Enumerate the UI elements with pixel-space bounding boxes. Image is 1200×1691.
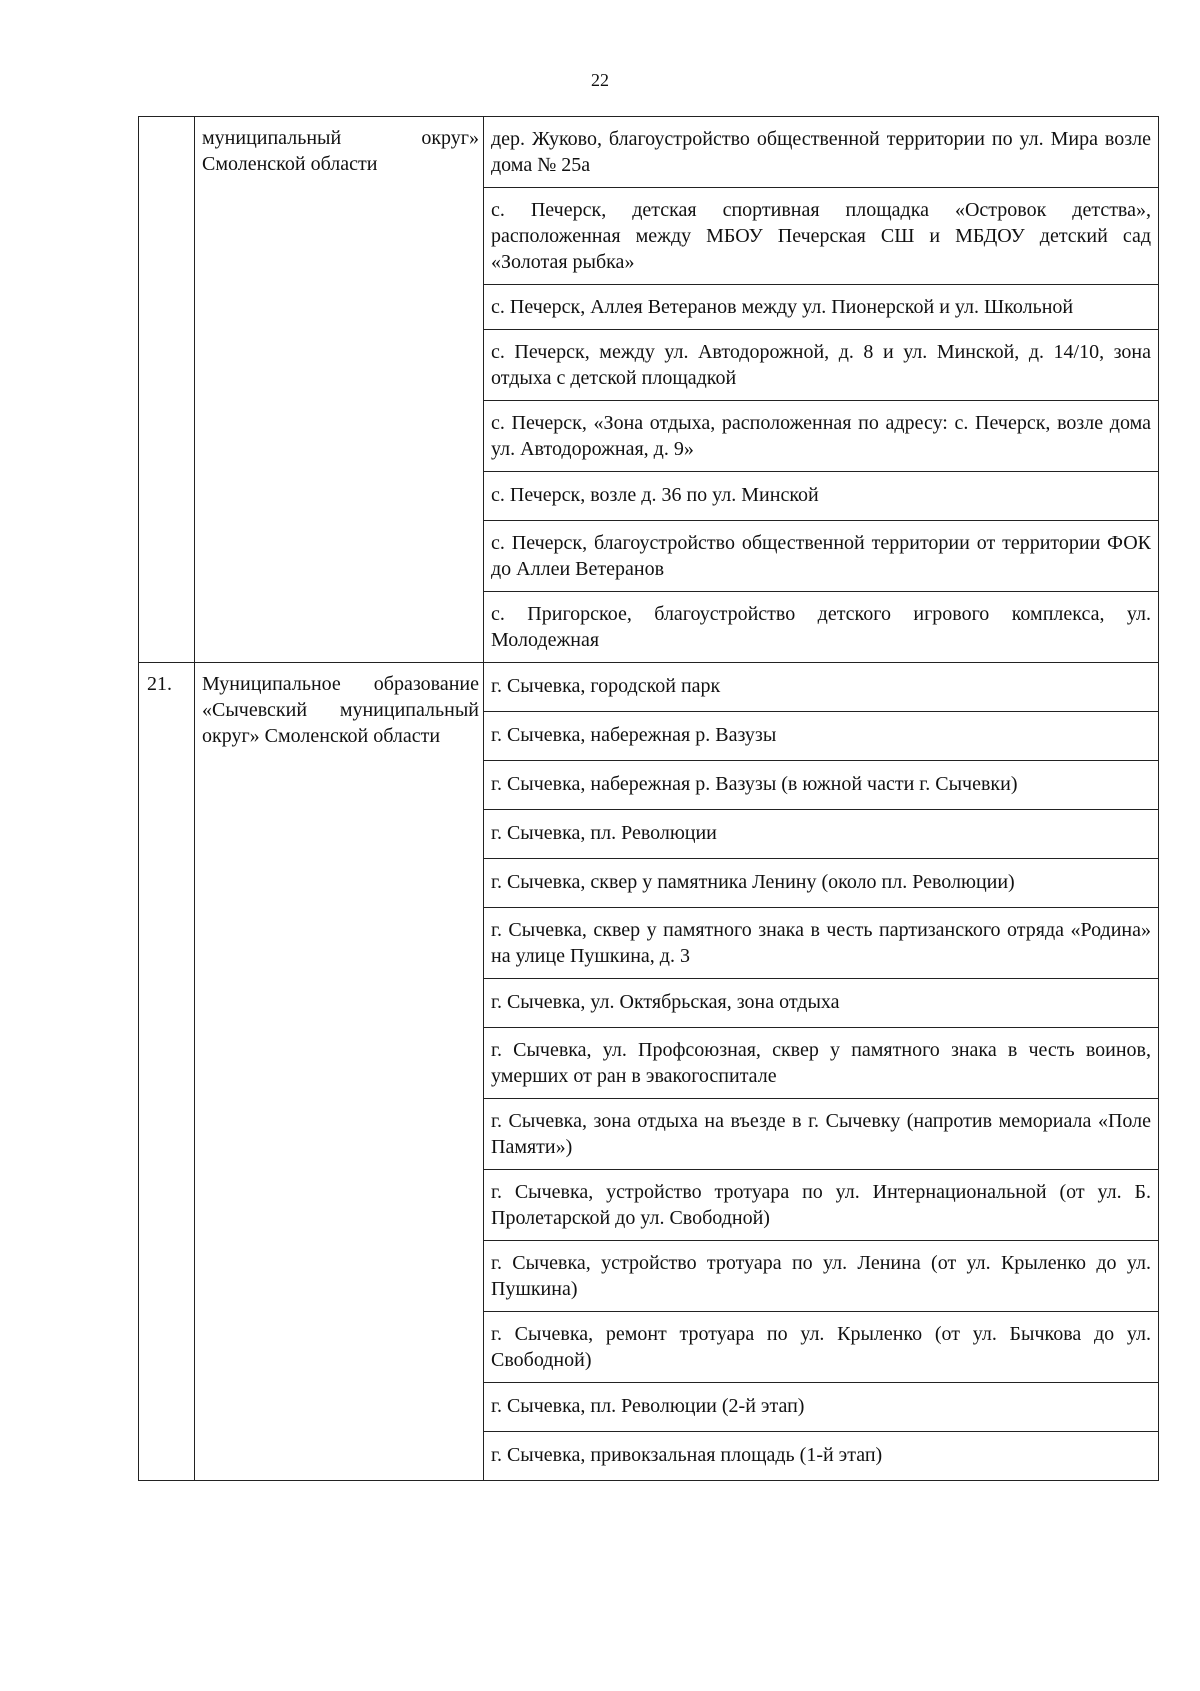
object-cell: г. Сычевка, ремонт тротуара по ул. Крыленко (от ул. Бычкова до ул. Свободной) [484,1312,1159,1383]
object-cell: дер. Жуково, благоустройство общественной территории по ул. Мира возле дома № 25а [484,117,1159,188]
municipality-cell: Муниципальное образование «Сычевский муниципальный округ» Смоленской области [195,663,484,1481]
object-cell: г. Сычевка, пл. Революции [484,810,1159,859]
object-cell: г. Сычевка, устройство тротуара по ул. Ленина (от ул. Крыленко до ул. Пушкина) [484,1241,1159,1312]
page-number: 22 [591,70,609,90]
objects-table [138,116,1159,1481]
object-cell: г. Сычевка, зона отдыха на въезде в г. Сычевку (напротив мемориала «Поле Памяти») [484,1099,1159,1170]
municipality-cell: муниципальный округ» Смоленской области [195,117,484,663]
object-cell: г. Сычевка, набережная р. Вазузы (в южной части г. Сычевки) [484,761,1159,810]
row-number-cell: 21. [139,663,195,1481]
object-cell: г. Сычевка, городской парк [484,663,1159,712]
object-cell: с. Печерск, между ул. Автодорожной, д. 8 и ул. Минской, д. 14/10, зона отдыха с детской площадкой [484,330,1159,401]
object-cell: г. Сычевка, привокзальная площадь (1-й этап) [484,1432,1159,1481]
table-row [139,663,1159,712]
object-cell: с. Печерск, возле д. 36 по ул. Минской [484,472,1159,521]
object-cell: г. Сычевка, сквер у памятника Ленину (около пл. Революции) [484,859,1159,908]
object-cell: с. Пригорское, благоустройство детского игрового комплекса, ул. Молодежная [484,592,1159,663]
object-cell: с. Печерск, детская спортивная площадка «Островок детства», расположенная между МБОУ Печерская СШ и МБДОУ детский сад «Золотая рыбка» [484,188,1159,285]
object-cell: г. Сычевка, сквер у памятного знака в честь партизанского отряда «Родина» на улице Пушкина, д. 3 [484,908,1159,979]
object-cell: г. Сычевка, пл. Революции (2-й этап) [484,1383,1159,1432]
table-row [139,117,1159,188]
object-cell: г. Сычевка, набережная р. Вазузы [484,712,1159,761]
row-number-cell [139,117,195,663]
object-cell: с. Печерск, «Зона отдыха, расположенная по адресу: с. Печерск, возле дома ул. Автодорожная, д. 9» [484,401,1159,472]
object-cell: г. Сычевка, устройство тротуара по ул. Интернациональной (от ул. Б. Пролетарской до ул. Свободной) [484,1170,1159,1241]
object-cell: г. Сычевка, ул. Профсоюзная, сквер у памятного знака в честь воинов, умерших от ран в эвакогоспитале [484,1028,1159,1099]
object-cell: г. Сычевка, ул. Октябрьская, зона отдыха [484,979,1159,1028]
object-cell: с. Печерск, Аллея Ветеранов между ул. Пионерской и ул. Школьной [484,285,1159,330]
object-cell: с. Печерск, благоустройство общественной территории от территории ФОК до Аллеи Ветеранов [484,521,1159,592]
